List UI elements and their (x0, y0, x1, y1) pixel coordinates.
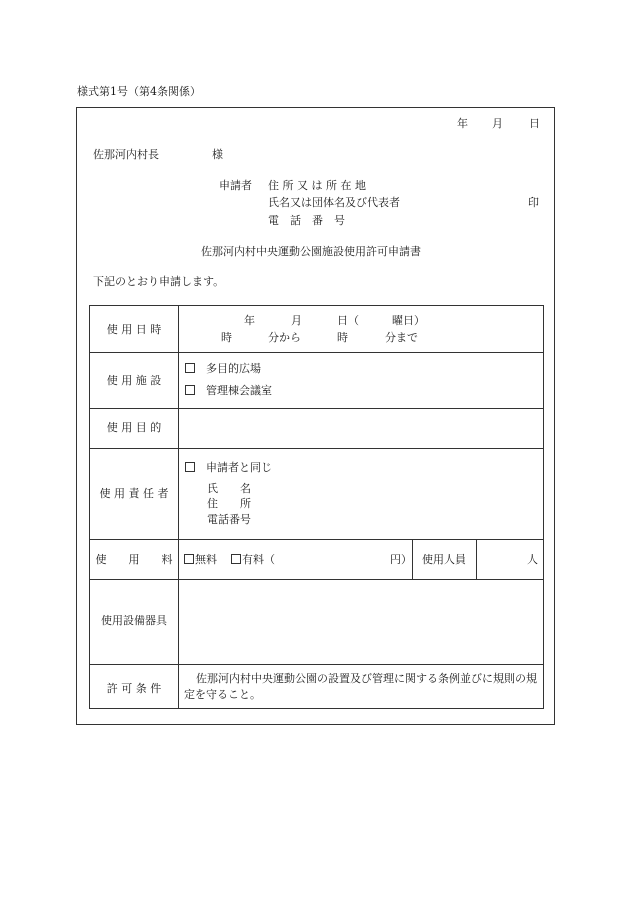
row-divider (90, 664, 543, 665)
applicant-name-label: 氏名又は団体名及び代表者 (268, 196, 400, 209)
usage-weekday: 曜日） (392, 314, 425, 327)
checkbox[interactable] (185, 363, 195, 373)
addressee-honorific: 様 (212, 148, 223, 161)
form-title: 佐那河内村中央運動公園施設使用許可申請書 (201, 245, 421, 258)
usage-datetime-label: 使 用 日 時 (106, 323, 162, 336)
usage-year: 年 (244, 314, 255, 327)
responsible-same-label: 申請者と同じ (206, 461, 272, 474)
facility-option-plaza[interactable] (185, 363, 261, 374)
fee-free-option[interactable] (184, 554, 217, 565)
date-month: 月 (492, 117, 503, 130)
equipment-label: 使用設備器具 (101, 614, 167, 627)
row-divider (90, 408, 543, 409)
checkbox[interactable] (231, 554, 241, 564)
fee-free-label: 無料 (195, 553, 217, 566)
checkbox[interactable] (184, 554, 194, 564)
usage-day: 日（ (337, 314, 359, 327)
checkbox[interactable] (185, 385, 195, 395)
fee-paid-label: 有料（ (242, 553, 275, 566)
usage-from: 分から (268, 331, 301, 344)
responsible-same-option[interactable] (185, 462, 272, 473)
usage-to: 分まで (385, 331, 418, 344)
facility-option-label: 管理棟会議室 (206, 384, 272, 397)
applicant-seal: 印 (528, 196, 539, 209)
responsible-name-label: 氏 名 (207, 482, 251, 495)
date-year: 年 (457, 117, 468, 130)
row-divider (90, 352, 543, 353)
checkbox[interactable] (185, 462, 195, 472)
fee-yen: 円） (390, 553, 412, 566)
conditions-text: 佐那河内村中央運動公園の設置及び管理に関する条例並びに規則の規定を守ること。 (184, 672, 537, 701)
users-unit: 人 (527, 553, 538, 566)
label-column-divider (178, 306, 179, 708)
purpose-field[interactable] (180, 410, 540, 446)
intro-text: 下記のとおり申請します。 (93, 275, 225, 288)
fee-label: 使 用 料 (95, 553, 173, 566)
addressee-name: 佐那河内村長 (93, 148, 159, 161)
equipment-field[interactable] (180, 581, 540, 662)
responsible-label: 使 用 責 任 者 (99, 487, 169, 500)
usage-hour-start: 時 (221, 331, 232, 344)
usage-hour-end: 時 (337, 331, 348, 344)
users-label: 使用人員 (422, 553, 466, 566)
applicant-label: 申請者 (219, 179, 252, 192)
responsible-phone-label: 電話番号 (207, 513, 251, 526)
facility-option-label: 多目的広場 (206, 362, 261, 375)
usage-month: 月 (291, 314, 302, 327)
purpose-label: 使 用 目 的 (106, 421, 162, 434)
form-number: 様式第1号（第4条関係） (77, 85, 201, 98)
facility-option-room[interactable] (185, 385, 272, 396)
applicant-phone-label: 電 話 番 号 (268, 214, 345, 227)
responsible-address-label: 住 所 (207, 497, 251, 510)
row-divider (90, 579, 543, 580)
conditions-label: 許 可 条 件 (106, 682, 162, 695)
fee-paid-option[interactable] (231, 554, 275, 565)
row-divider (90, 448, 543, 449)
application-table (89, 305, 544, 709)
fee-divider (476, 539, 477, 579)
facility-label: 使 用 施 設 (106, 374, 162, 387)
fee-divider (412, 539, 413, 579)
date-day: 日 (529, 117, 540, 130)
applicant-address-label: 住 所 又 は 所 在 地 (268, 179, 366, 192)
